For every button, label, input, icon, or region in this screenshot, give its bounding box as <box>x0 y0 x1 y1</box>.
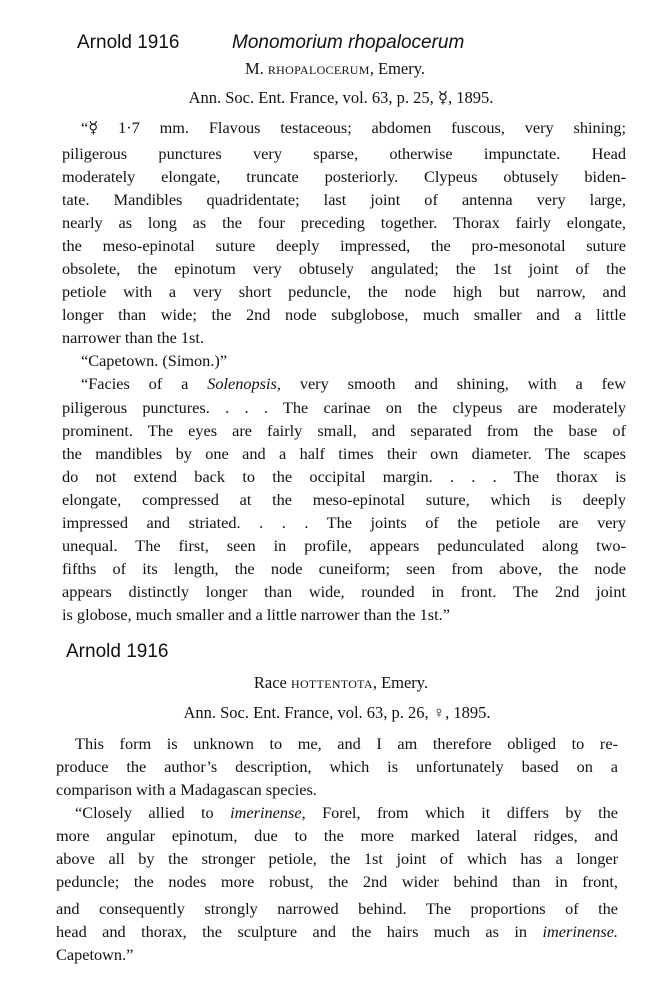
species-reference: imerinense. <box>542 922 618 941</box>
body-line: moderately elongate, truncate posteriorly. Clypeus obtusely biden- <box>62 167 626 186</box>
body-line: “☿ 1·7 mm. Flavous testaceous; abdomen fuscous, very shining; <box>81 118 626 137</box>
body-line <box>81 372 626 395</box>
body-line: petiole with a very short peduncle, the node high but narrow, and <box>62 282 626 301</box>
body-line: longer than wide; the 2nd node subglobose, much smaller and a little <box>62 305 626 324</box>
body-line: produce the author’s description, which is unfortunately based on a <box>56 757 618 776</box>
body-line: peduncle; the nodes more robust, the 2nd wider behind than in front, <box>56 872 618 891</box>
body-line: elongate, compressed at the meso-epinotal suture, which is deeply <box>62 490 626 509</box>
body-line: tate. Mandibles quadridentate; last joint of antenna very large, <box>62 190 626 209</box>
body-line: piligerous punctures. . . . The carinae on the clypeus are moderately <box>62 398 626 417</box>
species-name-overlay: Monomorium rhopalocerum <box>232 32 465 53</box>
species-reference: imerinense <box>230 803 302 822</box>
heading-name: hottentota <box>291 673 373 692</box>
body-line: Capetown.” <box>56 945 134 964</box>
body-line: impressed and striated. . . . The joints of the petiole are very <box>62 513 626 532</box>
heading-prefix: Race <box>253 673 287 692</box>
body-line: more angular epinotum, due to the more marked lateral ridges, and <box>56 826 618 845</box>
body-line: is globose, much smaller and a little narrower than the 1st.” <box>62 605 450 624</box>
race-heading <box>6 673 670 693</box>
body-line: the mandibles by one and a half times their own diameter. The scapes <box>62 444 626 463</box>
heading-suffix: , Emery. <box>372 673 429 692</box>
source-label-1: Arnold 1916 <box>77 32 180 53</box>
facies-prefix: “Facies of a <box>81 374 208 393</box>
body-line: “Capetown. (Simon.)” <box>81 351 228 370</box>
body-line: and consequently strongly narrowed behind. The proportions of the <box>56 899 618 918</box>
body-line: above all by the stronger petiole, the 1st joint of which has a longer <box>56 849 618 868</box>
heading-prefix: M. <box>244 59 264 78</box>
source-label-2: Arnold 1916 <box>66 641 169 662</box>
heading-name: rhopalocerum <box>267 59 370 78</box>
body-line: unequal. The first, seen in profile, appears pedunculated along two- <box>62 536 626 555</box>
body-line: appears distinctly longer than wide, rounded in front. The 2nd joint <box>62 582 626 601</box>
head-prefix: head and thorax, the sculpture and the hairs much as in <box>56 922 543 941</box>
citation-1: Ann. Soc. Ent. France, vol. 63, p. 25, ☿, 1895. <box>188 88 494 107</box>
citation-2: Ann. Soc. Ent. France, vol. 63, p. 26, ♀, 1895. <box>183 703 491 722</box>
body-line: nearly as long as the four preceding together. Thorax fairly elongate, <box>62 213 626 232</box>
body-line: do not extend back to the occipital margin. . . . The thorax is <box>62 467 626 486</box>
body-line: fifths of its length, the node cuneiform; seen from above, the node <box>62 559 626 578</box>
allied-rest: , Forel, from which it differs by the <box>301 803 618 822</box>
body-line: comparison with a Madagascan species. <box>56 780 317 799</box>
body-line: piligerous punctures very sparse, otherwise impunctate. Head <box>62 144 626 163</box>
body-line <box>56 920 618 943</box>
body-line: This form is unknown to me, and I am therefore obliged to re- <box>75 734 618 753</box>
species-heading <box>0 59 670 79</box>
heading-suffix: , Emery. <box>369 59 426 78</box>
genus-name: Solenopsis <box>207 374 277 393</box>
body-line: the meso-epinotal suture deeply impressed, the pro-mesonotal suture <box>62 236 626 255</box>
facies-rest: , very smooth and shining, with a few <box>276 374 626 393</box>
allied-prefix: “Closely allied to <box>75 803 231 822</box>
body-line: obsolete, the epinotum very obtusely angulated; the 1st joint of the <box>62 259 626 278</box>
body-line: narrower than the 1st. <box>62 328 204 347</box>
body-line: prominent. The eyes are fairly small, and separated from the base of <box>62 421 626 440</box>
body-line <box>75 801 618 824</box>
